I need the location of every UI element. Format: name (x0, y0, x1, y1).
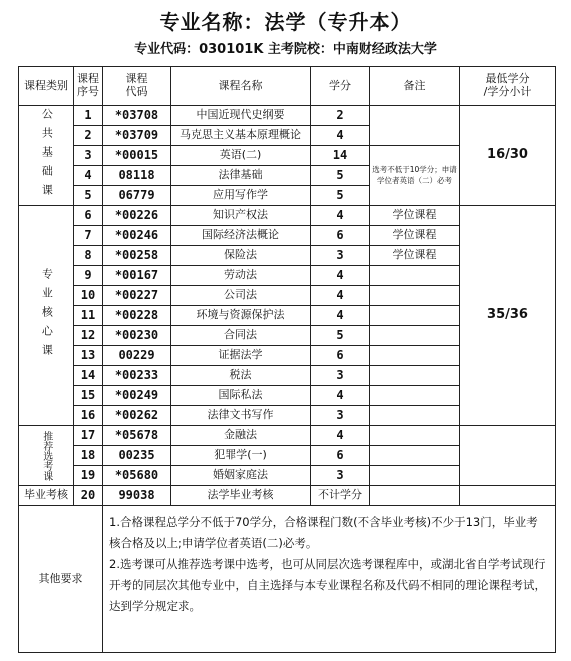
course-remark (370, 286, 460, 306)
graduation-credits: 不计学分 (311, 486, 370, 506)
category-cell: 推荐选考课 (19, 426, 74, 486)
course-code: 08118 (103, 166, 171, 186)
course-code: *05680 (103, 466, 171, 486)
course-seq: 5 (74, 186, 103, 206)
course-code: *00233 (103, 366, 171, 386)
course-name: 国际私法 (171, 386, 311, 406)
course-name: 婚姻家庭法 (171, 466, 311, 486)
course-name: 国际经济法概论 (171, 226, 311, 246)
course-credits: 3 (311, 406, 370, 426)
course-name: 证据法学 (171, 346, 311, 366)
header-min-credits: 最低学分 /学分小计 (460, 67, 556, 106)
course-code: *05678 (103, 426, 171, 446)
course-credits: 5 (311, 326, 370, 346)
course-remark: 学位课程 (370, 246, 460, 266)
course-seq: 12 (74, 326, 103, 346)
course-code: *00262 (103, 406, 171, 426)
course-remark (370, 326, 460, 346)
course-name: 知识产权法 (171, 206, 311, 226)
course-code: 00235 (103, 446, 171, 466)
course-code: *03709 (103, 126, 171, 146)
group-min-credits: 16/30 (460, 106, 556, 206)
course-seq: 4 (74, 166, 103, 186)
course-credits: 4 (311, 426, 370, 446)
course-credits: 3 (311, 246, 370, 266)
group-remark: 选考不低于10学分；申请学位者英语（二）必考 (370, 146, 460, 206)
course-seq: 3 (74, 146, 103, 166)
course-name: 环境与资源保护法 (171, 306, 311, 326)
course-name: 劳动法 (171, 266, 311, 286)
course-seq: 8 (74, 246, 103, 266)
course-seq: 6 (74, 206, 103, 226)
course-code: *00015 (103, 146, 171, 166)
course-seq: 11 (74, 306, 103, 326)
course-credits: 14 (311, 146, 370, 166)
course-code: 00229 (103, 346, 171, 366)
course-remark (370, 346, 460, 366)
course-name: 金融法 (171, 426, 311, 446)
course-code: *00227 (103, 286, 171, 306)
course-row (19, 106, 556, 126)
course-credits: 4 (311, 286, 370, 306)
course-credits: 6 (311, 446, 370, 466)
course-credits: 4 (311, 126, 370, 146)
course-code: *00249 (103, 386, 171, 406)
course-table (18, 66, 556, 653)
header-category: 课程类别 (19, 67, 74, 106)
course-seq: 19 (74, 466, 103, 486)
course-code: *03708 (103, 106, 171, 126)
course-name: 保险法 (171, 246, 311, 266)
graduation-code: 99038 (103, 486, 171, 506)
course-name: 公司法 (171, 286, 311, 306)
category-cell: 公共基础课 (19, 106, 74, 206)
course-code: *00258 (103, 246, 171, 266)
course-name: 合同法 (171, 326, 311, 346)
page-subtitle: 专业代码：030101K 主考院校：中南财经政法大学 (134, 42, 437, 57)
graduation-category: 毕业考核 (19, 486, 74, 506)
course-seq: 18 (74, 446, 103, 466)
course-remark (370, 386, 460, 406)
course-seq: 9 (74, 266, 103, 286)
header-seq: 课程 序号 (74, 67, 103, 106)
course-credits: 6 (311, 226, 370, 246)
course-credits: 6 (311, 346, 370, 366)
requirement-item: 2.选考课可从推荐选考课中选考，也可从同层次选考课程库中，或湖北省自学考试现行开考的同层次其他专业中，自主选择与本专业课程名称及代码不相同的理论课程考试，达到学分规定求。 (109, 557, 546, 613)
course-credits: 2 (311, 106, 370, 126)
course-code: *00230 (103, 326, 171, 346)
course-code: *00246 (103, 226, 171, 246)
course-credits: 4 (311, 386, 370, 406)
course-seq: 16 (74, 406, 103, 426)
course-remark (370, 406, 460, 426)
course-code: *00226 (103, 206, 171, 226)
course-name: 犯罪学(一) (171, 446, 311, 466)
header-name: 课程名称 (171, 67, 311, 106)
course-row (19, 206, 556, 226)
course-remark (370, 366, 460, 386)
requirements-label: 其他要求 (19, 506, 103, 653)
requirements-text (103, 506, 556, 653)
course-row (19, 426, 556, 446)
course-name: 英语(二) (171, 146, 311, 166)
course-name: 法律基础 (171, 166, 311, 186)
course-seq: 13 (74, 346, 103, 366)
course-name: 中国近现代史纲要 (171, 106, 311, 126)
course-remark (370, 306, 460, 326)
course-code: *00167 (103, 266, 171, 286)
course-seq: 1 (74, 106, 103, 126)
course-name: 税法 (171, 366, 311, 386)
course-seq: 10 (74, 286, 103, 306)
requirement-item: 1.合格课程总学分不低于70学分，合格课程门数(不含毕业考核)不少于13门，毕业考核合格及以上;申请学位者英语(二)必考。 (109, 515, 538, 550)
course-credits: 3 (311, 466, 370, 486)
course-credits: 4 (311, 266, 370, 286)
graduation-name: 法学毕业考核 (171, 486, 311, 506)
course-name: 法律文书写作 (171, 406, 311, 426)
group-min-credits: 35/36 (460, 206, 556, 426)
course-remark (370, 106, 460, 146)
requirements-row (19, 506, 556, 653)
category-cell: 专业核心课 (19, 206, 74, 426)
course-remark (370, 426, 460, 446)
course-seq: 2 (74, 126, 103, 146)
course-credits: 3 (311, 366, 370, 386)
course-code: 06779 (103, 186, 171, 206)
graduation-remark (370, 486, 460, 506)
course-code: *00228 (103, 306, 171, 326)
course-credits: 4 (311, 206, 370, 226)
page-title: 专业名称：法学（专升本） (159, 10, 412, 34)
header-code: 课程 代码 (103, 67, 171, 106)
course-seq: 15 (74, 386, 103, 406)
course-remark: 学位课程 (370, 206, 460, 226)
course-credits: 5 (311, 166, 370, 186)
course-credits: 4 (311, 306, 370, 326)
course-seq: 17 (74, 426, 103, 446)
table-header-row (19, 67, 556, 106)
course-seq: 7 (74, 226, 103, 246)
course-remark (370, 446, 460, 466)
course-remark (370, 266, 460, 286)
graduation-row (19, 486, 556, 506)
course-remark: 学位课程 (370, 226, 460, 246)
course-name: 马克思主义基本原理概论 (171, 126, 311, 146)
group-min-credits (460, 426, 556, 486)
course-name: 应用写作学 (171, 186, 311, 206)
header-remark: 备注 (370, 67, 460, 106)
course-credits: 5 (311, 186, 370, 206)
graduation-seq: 20 (74, 486, 103, 506)
header-credits: 学分 (311, 67, 370, 106)
graduation-min-credits (460, 486, 556, 506)
course-remark (370, 466, 460, 486)
course-seq: 14 (74, 366, 103, 386)
